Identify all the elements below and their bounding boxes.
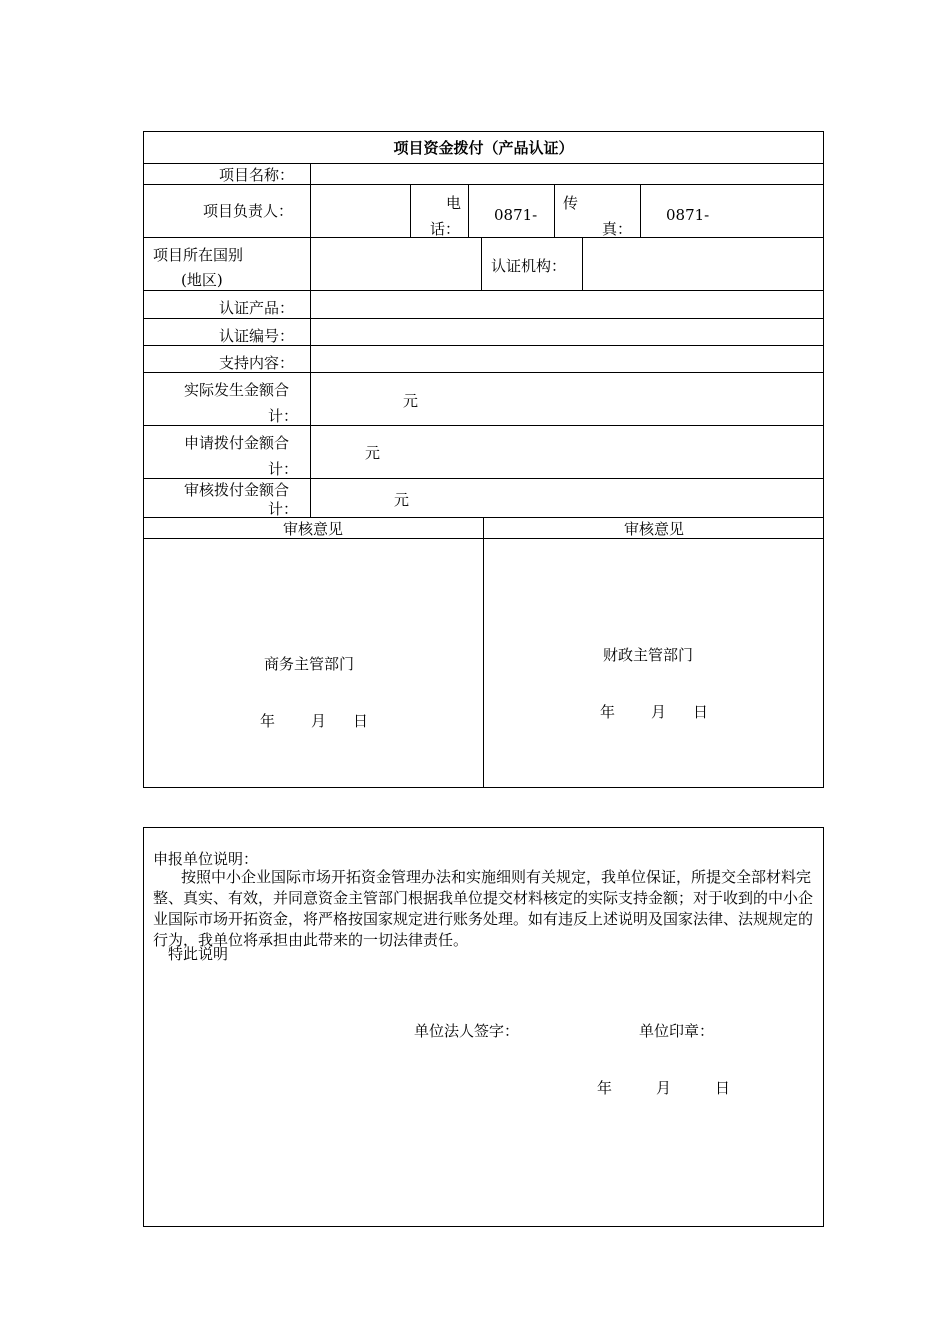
cell-divider bbox=[410, 184, 411, 238]
commerce-date-month: 月 bbox=[311, 712, 327, 730]
table-border-left bbox=[143, 131, 144, 788]
commerce-dept-label: 商务主管部门 bbox=[264, 655, 355, 673]
project-leader-field[interactable] bbox=[311, 185, 410, 237]
project-name-field[interactable] bbox=[311, 164, 823, 184]
review-amount-unit: 元 bbox=[394, 491, 410, 509]
row-divider bbox=[143, 184, 824, 185]
declaration-heading: 申报单位说明： bbox=[153, 850, 259, 868]
finance-date-month: 月 bbox=[651, 703, 667, 721]
phone-field[interactable]: 0871- bbox=[494, 206, 538, 224]
declaration-date-month: 月 bbox=[656, 1079, 672, 1097]
review-opinion-right-header: 审核意见 bbox=[623, 520, 684, 538]
cert-org-label: 认证机构： bbox=[491, 257, 567, 275]
review-opinion-left-header: 审核意见 bbox=[282, 520, 343, 538]
cert-number-label: 认证编号： bbox=[219, 327, 295, 345]
finance-date-year: 年 bbox=[600, 703, 616, 721]
actual-amount-label: 实际发生金额合 bbox=[184, 381, 290, 399]
support-content-label: 支持内容： bbox=[219, 354, 295, 372]
fax-field[interactable]: 0871- bbox=[666, 206, 710, 224]
country-label-sub: (地区) bbox=[181, 271, 223, 289]
country-label: 项目所在国别 bbox=[153, 246, 244, 264]
cert-product-label: 认证产品： bbox=[219, 299, 295, 317]
cell-divider bbox=[481, 237, 482, 291]
row-divider bbox=[143, 372, 824, 373]
legal-rep-sign-label: 单位法人签字： bbox=[414, 1022, 520, 1040]
cell-divider bbox=[468, 184, 469, 238]
support-content-field[interactable] bbox=[311, 346, 823, 372]
finance-date-day: 日 bbox=[693, 703, 709, 721]
cert-org-field[interactable] bbox=[583, 238, 823, 290]
phone-label-bottom: 话： bbox=[430, 220, 461, 238]
apply-amount-label-sub: 计： bbox=[268, 460, 299, 478]
row-divider bbox=[143, 478, 824, 479]
review-amount-label: 审核拨付金额合 bbox=[184, 481, 290, 499]
declaration-date-year: 年 bbox=[597, 1079, 613, 1097]
declaration-body bbox=[153, 867, 815, 951]
cell-divider bbox=[640, 184, 641, 238]
review-amount-label-sub: 计： bbox=[268, 500, 299, 518]
actual-amount-unit: 元 bbox=[403, 392, 419, 410]
fax-label-top: 传 bbox=[563, 194, 579, 212]
cell-divider bbox=[554, 184, 555, 238]
row-divider bbox=[143, 425, 824, 426]
cert-number-field[interactable] bbox=[311, 319, 823, 345]
commerce-date-day: 日 bbox=[353, 712, 369, 730]
project-leader-label: 项目负责人： bbox=[203, 202, 294, 220]
form-title: 项目资金拨付（产品认证） bbox=[393, 139, 574, 157]
actual-amount-label-sub: 计： bbox=[268, 407, 299, 425]
declaration-text: 按照中小企业国际市场开拓资金管理办法和实施细则有关规定，我单位保证，所提交全部材料完整、真实、有效，并同意资金主管部门根据我单位提交材料核定的实际支持金额；对于收到的中小企业国际市场开拓资金，将严格按国家规定进行账务处理。如有违反上述说明及国家法律、法规规定的行为，我单位将承担由此带来的一切法律责任。 bbox=[153, 868, 814, 949]
country-field[interactable] bbox=[311, 238, 481, 290]
apply-amount-label: 申请拨付金额合 bbox=[184, 434, 290, 452]
apply-amount-unit: 元 bbox=[365, 444, 381, 462]
table-border-top bbox=[143, 131, 824, 132]
table-border-right bbox=[823, 131, 824, 788]
declaration-closing: 特此说明 bbox=[168, 945, 229, 963]
declaration-date-day: 日 bbox=[715, 1079, 731, 1097]
finance-dept-label: 财政主管部门 bbox=[603, 646, 694, 664]
fax-label-bottom: 真： bbox=[602, 220, 633, 238]
opinion-divider bbox=[483, 517, 484, 788]
project-name-label: 项目名称： bbox=[219, 166, 295, 184]
commerce-date-year: 年 bbox=[260, 712, 276, 730]
phone-label-top: 电 bbox=[446, 194, 462, 212]
seal-label: 单位印章： bbox=[639, 1022, 715, 1040]
cert-product-field[interactable] bbox=[311, 291, 823, 318]
